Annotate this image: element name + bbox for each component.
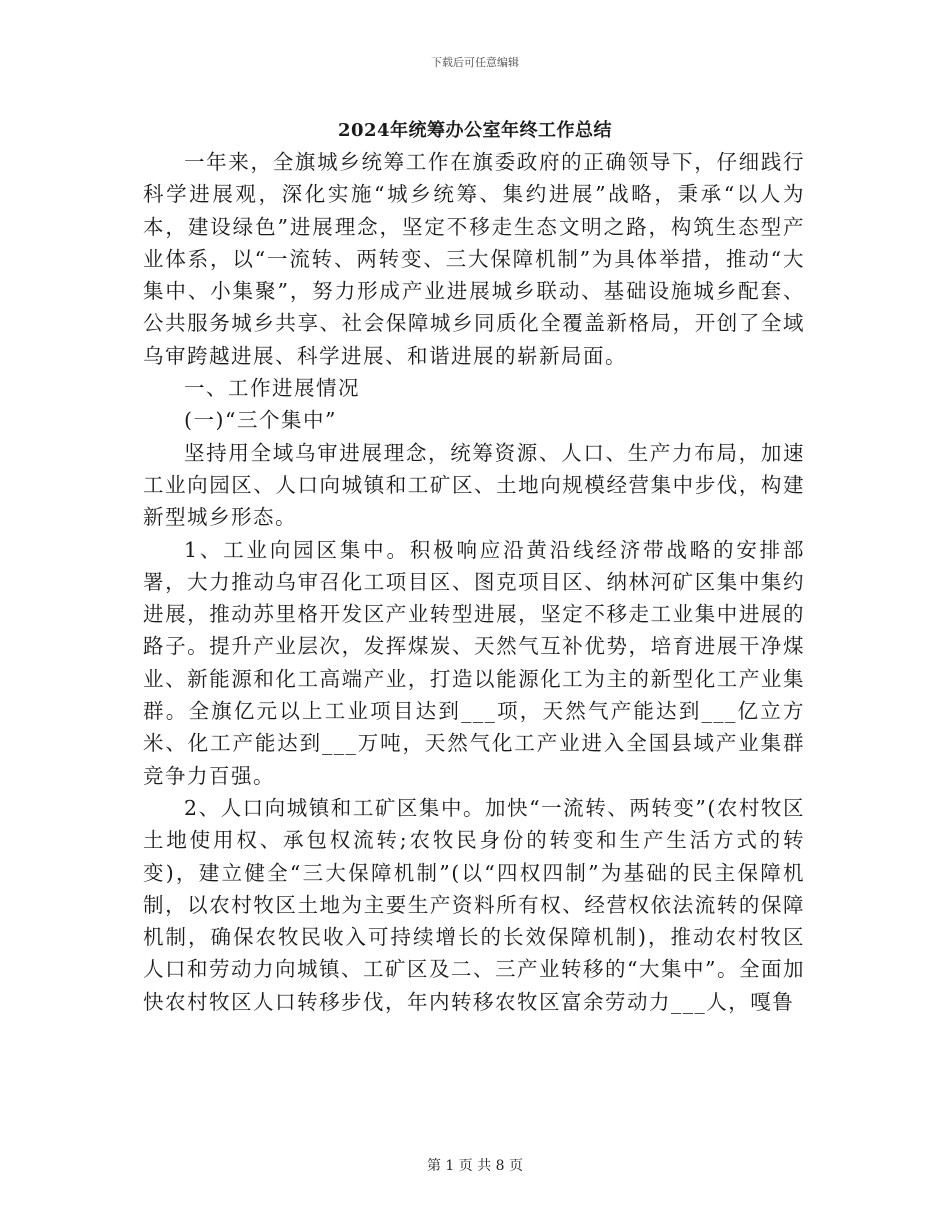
page-number-footer: 第 1 页 共 8 页 [426,1158,524,1174]
page-header-note: 下载后可任意编辑 [431,56,519,69]
subsection-heading-1: (一)“三个集中” [184,408,337,433]
paragraph-intro: 一年来，全旗城乡统筹工作在旗委政府的正确领导下，仔细践行科学进展观，深化实施“城乡统筹、集约进展”战略，秉承“以人为本，建设绿色”进展理念，坚定不移走生态文明之路，构筑生态型产业体系，以“一流转、两转变、三大保障机制”为具体举措，推动“大集中、小集聚”，努力形成产业进展城乡联动、基础设施城乡配套、公共服务城乡共享、社会保障城乡同质化全覆盖新格局，开创了全域乌审跨越进展、科学进展、和谐进展的崭新局面。 [143,150,805,368]
paragraph-population: 2、人口向城镇和工矿区集中。加快“一流转、两转变”(农村牧区土地使用权、承包权流转;农牧民身份的转变和生产生活方式的转变)，建立健全“三大保障机制”(以“四权四制”为基础的民主保障机制，以农村牧区土地为主要生产资料所有权、经营权依法流转的保障机制，确保农牧民收入可持续增长的长效保障机制)，推动农村牧区人口和劳动力向城镇、工矿区及二、三产业转移的“大集中”。全面加快农村牧区人口转移步伐，年内转移农牧区富余劳动力___人，嘎鲁 [143,795,805,1014]
paragraph-concentration: 坚持用全域乌审进展理念，统筹资源、人口、生产力布局，加速工业向园区、人口向城镇和工矿区、土地向规模经营集中步伐，构建新型城乡形态。 [143,440,805,530]
section-heading-1: 一、工作进展情况 [184,376,360,401]
document-title: 2024年统筹办公室年终工作总结 [337,120,613,141]
document-body [143,146,805,1018]
paragraph-industry: 1、工业向园区集中。积极响应沿黄沿线经济带战略的安排部署，大力推动乌审召化工项目区、图克项目区、纳林河矿区集中集约进展，推动苏里格开发区产业转型进展，坚定不移走工业集中进展的路子。提升产业层次，发挥煤炭、天然气互补优势，培育进展干净煤业、新能源和化工高端产业，打造以能源化工为主的新型化工产业集群。全旗亿元以上工业项目达到___项，天然气产能达到___亿立方米、化工产能达到___万吨，天然气化工产业进入全国县域产业集群竞争力百强。 [143,537,805,788]
